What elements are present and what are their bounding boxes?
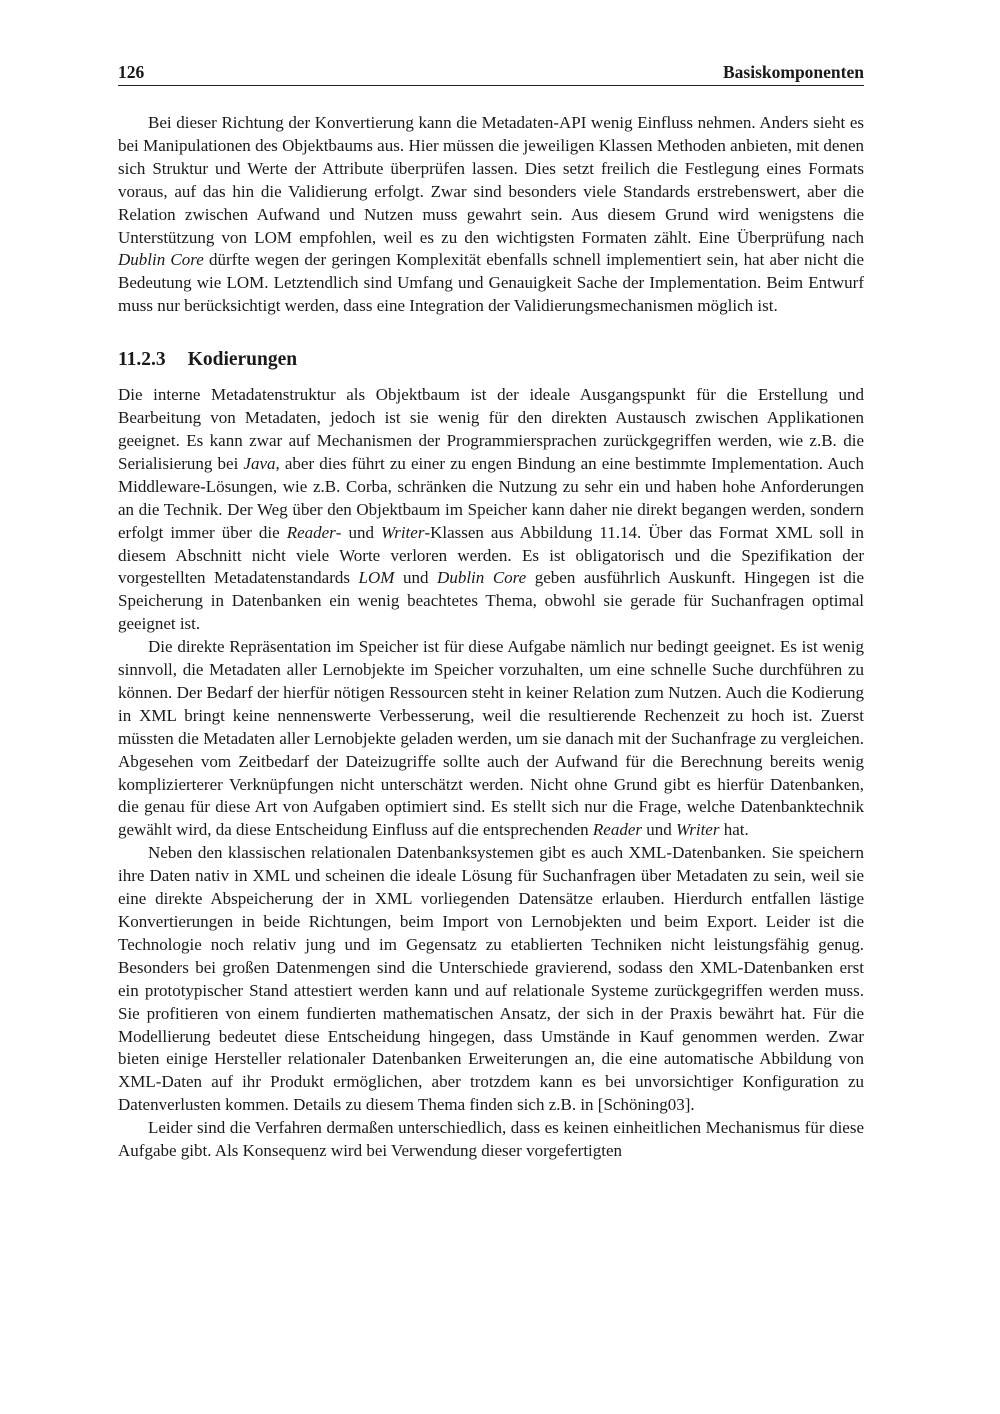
- section-number: 11.2.3: [118, 349, 166, 371]
- text-run: - und: [335, 522, 381, 542]
- text-run: Bei dieser Richtung der Konvertierung kann die Metadaten-API wenig Einfluss nehmen. Anders sieht es bei Manipulationen des Objektbaums aus. Hier müssen die jeweiligen Klassen Methoden anbieten, mit denen sich Struktur und Werte der Attribute überprüfen lassen. Dies setzt freilich die Festlegung eines Formats voraus, auf das hin die Validierung erfolgt. Zwar sind besonders viele Standards erstrebenswert, aber die Relation zwischen Aufwand und Nutzen muss gewahrt sein. Aus diesem Grund wird wenigstens die Unterstützung von LOM empfohlen, weil es zu den wichtigsten Formaten zählt. Eine Überprüfung nach: [118, 113, 864, 247]
- text-run: Die direkte Repräsentation im Speicher ist für diese Aufgabe nämlich nur bedingt geeignet. Es ist wenig sinnvoll, die Metadaten aller Lernobjekte im Speicher vorzuhalten, um eine schnelle Suche durchführen zu können. Der Bedarf der hierfür nötigen Ressourcen steht in keiner Relation zum Nutzen. Auch die Kodierung in XML bringt keine nennenswerte Verbesserung, weil die resultierende Rechenzeit zu hoch ist. Zuerst müssten die Metadaten aller Lernobjekte geladen werden, um sie danach mit der Suchanfrage zu vergleichen. Abgesehen vom Zeitbedarf der Dateizugriffe sollte auch der Aufwand für die Berechnung bereits wenig komplizierterer Verknüpfungen nicht unterschätzt werden. Nicht ohne Grund gibt es hierfür Datenbanken, die genau für diese Art von Aufgaben optimiert sind. Es stellt sich nur die Frage, welche Datenbanktechnik gewählt wird, da diese Entscheidung Einfluss auf die entsprechenden: [118, 637, 864, 840]
- text-run: , aber dies führt zu einer zu engen Bindung an eine bestimmte Implementation. Auch Middleware-Lösungen, wie z.B. Corba, schränken die Nutzung zu sehr ein und haben hohe Anforderungen an die Technik. Der Weg über den Objektbaum im Speicher kann daher nie direkt begangen werden, sondern erfolgt immer über die: [118, 453, 864, 542]
- paragraph-1: [118, 384, 864, 636]
- text-run: geben ausführlich Auskunft. Hingegen ist die Speicherung in Datenbanken ein wenig beachtetes Thema, obwohl sie gerade für Suchanfragen optimal geeignet ist.: [118, 568, 865, 634]
- running-header: [118, 62, 864, 86]
- italic-term: Reader: [592, 820, 643, 840]
- section-body: [118, 384, 864, 1163]
- text-run: dürfte wegen der geringen Komplexität ebenfalls schnell implementiert sein, hat aber nicht die Bedeutung wie LOM. Letztendlich sind Umfang und Genauigkeit Sache der Implementation. Beim Entwurf muss nur berücksichtigt werden, dass eine Integration der Validierungsmechanismen möglich ist.: [118, 250, 864, 316]
- paragraph-4: [118, 1117, 864, 1163]
- chapter-title: Basiskomponenten: [722, 62, 864, 82]
- italic-term: Writer: [676, 820, 720, 840]
- text-run: und: [394, 568, 438, 588]
- page-number: 126: [118, 62, 145, 82]
- text-run: Leider sind die Verfahren dermaßen unterschiedlich, dass es keinen einheitlichen Mechanismus für diese Aufgabe gibt. Als Konsequenz wird bei Verwendung dieser vorgefertigten: [118, 1118, 864, 1161]
- paragraph-3: [118, 842, 864, 1117]
- document-page: [118, 62, 864, 1163]
- text-run: Die interne Metadatenstruktur als Objektbaum ist der ideale Ausgangspunkt für die Erstellung und Bearbeitung von Metadaten, jedoch ist sie wenig für den direkten Austausch zwischen Applikationen geeignet. Es kann zwar auf Mechanismen der Programmiersprachen zurückgegriffen werden, wie z.B. die Serialisierung bei: [118, 385, 864, 473]
- section-title: Kodierungen: [187, 349, 298, 371]
- text-run: -Klassen aus Abbildung 11.14. Über das Format XML soll in diesem Abschnitt nicht viele Worte verloren werden. Es ist obligatorisch und die Spezifikation der vorgestellten Metadatenstandards: [118, 522, 864, 588]
- section-heading: [118, 349, 864, 371]
- text-run: Neben den klassischen relationalen Datenbanksystemen gibt es auch XML-Datenbanken. Sie speichern ihre Daten nativ in XML und scheinen die ideale Lösung für Suchanfragen über Metadaten zu sein, weil sie eine direkte Abspeicherung der in XML vorliegenden Datensätze erlauben. Hierdurch entfallen lästige Konvertierungen in beide Richtungen, beim Import von Lernobjekten und beim Export. Leider ist die Technologie noch relativ jung und im Gegensatz zu etablierten Techniken nicht leistungsfähig genug. Besonders bei großen Datenmengen sind die Unterschiede gravierend, sodass den XML-Datenbanken erst ein prototypischer Stand attestiert werden kann und auf relationale Systeme zurückgegriffen werden muss. Sie profitieren von einem fundierten mathematischen Ansatz, der sich in der Praxis bewährt hat. Für die Modellierung bedeutet diese Entscheidung hingegen, dass Umstände in Kauf genommen werden. Zwar bieten einige Hersteller relationaler Datenbanken Erweiterungen an, die eine automatische Abbildung von XML-Daten auf ihr Produkt ermöglichen, aber trotzdem kann es bei unvorsichtiger Konfiguration zu Datenverlusten kommen. Details zu diesem Thema finden sich z.B. in [Schöning03].: [118, 843, 864, 1115]
- intro-paragraph: [118, 112, 864, 318]
- paragraph-2: [118, 636, 864, 842]
- text-run: hat.: [719, 820, 749, 840]
- italic-term: Java: [243, 453, 276, 473]
- body-text: [118, 112, 864, 318]
- italic-term: Dublin Core: [437, 568, 527, 588]
- italic-term: Writer: [380, 522, 425, 542]
- italic-term: LOM: [358, 568, 395, 588]
- italic-term: Reader: [286, 522, 336, 542]
- italic-term: Dublin Core: [118, 250, 204, 270]
- text-run: und: [642, 820, 677, 840]
